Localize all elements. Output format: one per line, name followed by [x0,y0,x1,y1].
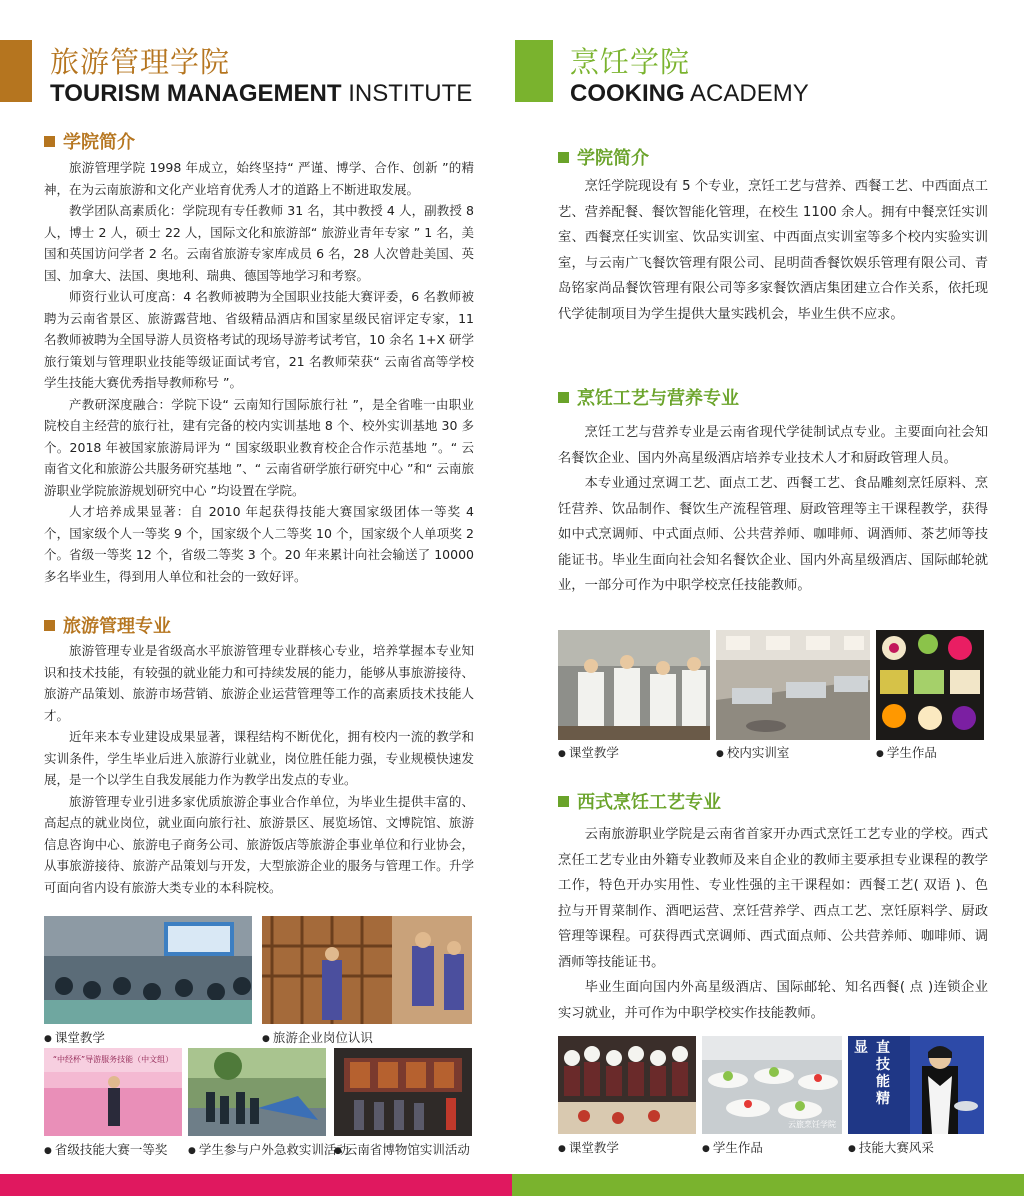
cooking-title-cn: 烹饪学院 [570,45,691,79]
paragraph: 近年来本专业建设成果显著，课程结构不断优化，拥有校内一流的教学和实训条件，学生毕业后进入旅游行业就业，岗位胜任能力强，专业规模快速发展，是一个以学生自我发展能力作为教学出发点的专业。 [44,729,474,787]
western-cooking-title: 西式烹饪工艺专业 [577,792,721,813]
cooking-intro-title: 学院简介 [577,148,649,169]
tourism-intro-title: 学院简介 [63,132,135,153]
square-bullet-icon [44,620,55,631]
paragraph: 烹饪工艺与营养专业是云南省现代学徒制试点专业。主要面向社会知名餐饮企业、国内外高星级酒店培养专业技术人才和厨政管理人员。 [558,425,988,466]
caption-classroom: ● 课堂教学 [44,1028,105,1046]
caption-museum: ● 云南省博物馆实训活动 [334,1140,470,1158]
photo-student-dishes [876,630,984,740]
caption-contest: ● 省级技能大赛一等奖 [44,1140,167,1158]
caption-enterprise: ● 旅游企业岗位认识 [262,1028,373,1046]
paragraph: 师资行业认可度高：4 名教师被聘为全国职业技能大赛评委，6 名教师被聘为云南省景区、旅游露营地、省级精品酒店和国家星级民宿评定专家，11 名教师被聘为全国导游人员资格考试的现场导游考试考官，10 余名 1+X 研学旅行策划与管理职业技能等级证面试考官，21 名教师荣获“ 云南省高等学校学生技能大赛优秀指导教师称号 ”。 [44,289,474,390]
first-aid-photo-graphic [188,1048,326,1136]
photo-first-aid [188,1048,326,1136]
photo-watermark: 云旅烹饪学院 [788,1120,836,1129]
caption-western-dishes: ● 学生作品 [702,1138,763,1156]
caption-training-room: ● 校内实训室 [716,743,789,761]
caption-western-classroom: ● 课堂教学 [558,1138,619,1156]
cooking-nutrition-title: 烹饪工艺与营养专业 [577,388,739,409]
photo-enterprise [262,916,472,1024]
tourism-title-en-bold: TOURISM MANAGEMENT [50,80,342,107]
paragraph: 人才培养成果显著：自 2010 年起获得技能大赛国家级团体一等奖 4 个，国家级个人一等奖 9 个，国家级个人二等奖 10 个，国家级个人单项奖 2 个。省级一等奖 12 个，省级二等奖 3 个。20 年来累计向社会输送了 10000 多名毕业生，得到用人单位和社会的一致好评。 [44,504,474,584]
caption-cooking-classroom: ● 课堂教学 [558,743,619,761]
competition-banner-text-2: 直技能精 [876,1040,890,1107]
training-room-graphic [716,630,870,740]
western-classroom-graphic [558,1036,696,1134]
western-cooking-text [558,822,988,1026]
tourism-header-bar [0,40,32,102]
cooking-nutrition-text [558,420,988,599]
tourism-title-en-thin: INSTITUTE [348,80,473,107]
paragraph: 教学团队高素质化：学院现有专任教师 31 名，其中教授 4 人，副教授 8 人，博士 2 人，硕士 22 人，国际文化和旅游部“ 旅游业青年专家 ” 1 名，美国和英国访问学者 2 名。云南省旅游专家库成员 6 名，28 人次曾赴美国、英国、加拿大、法国、奥地利、瑞典、德国等地学习和考察。 [44,203,474,283]
paragraph: 旅游管理专业引进多家优质旅游企事业合作单位，为毕业生提供丰富的、高起点的就业岗位，就业面向旅行社、旅游景区、展览场馆、文博院馆、旅游信息咨询中心、旅游电子商务公司、旅游饭店等旅游企事业单位和行业协会，从事旅游接待、旅游产品策划与开发，大型旅游企业的服务与管理工作。升学可面向省内设有旅游大类专业的本科院校。 [44,793,474,895]
cooking-nutrition-heading [558,384,739,410]
square-bullet-icon [44,136,55,147]
tourism-title-en [50,80,472,108]
tourism-major-text [44,640,474,898]
cooking-classroom-graphic [558,630,710,740]
photo-competition [848,1036,984,1134]
paragraph: 旅游管理专业是省级高水平旅游管理专业群核心专业，培养掌握本专业知识和技术技能，有较强的就业能力和可持续发展的能力，能够从事旅游接待、旅游产品策划、旅游市场营销、旅游企业运营管理等工作的高素质技术技能人才。 [44,643,474,723]
cooking-intro-heading [558,144,649,170]
student-dishes-graphic [876,630,984,740]
contest-banner-text: “中经杯”导游服务技能（中文组） [52,1055,174,1064]
tourism-major-heading [44,612,171,638]
paragraph: 产教研深度融合：学院下设“ 云南知行国际旅行社 ”，是全省唯一由职业院校自主经营的旅行社，建有完备的校内实训基地 8 个、校外实训基地 30 多个。2018 年被国家旅游局评为 “ 国家级职业教育校企合作示范基地 ”。“ 云南省文化和旅游公共服务研究基地 ”、“ 云南省研学旅行研究中心 ”和“ 云南旅游职业学院旅游规划研究中心 ”均设置在学院。 [44,396,474,498]
western-cooking-heading [558,788,721,814]
photo-museum [334,1048,472,1136]
cooking-title-en-thin: ACADEMY [690,80,809,107]
paragraph: 云南旅游职业学院是云南省首家开办西式烹饪工艺专业的学校。西式烹任工艺专业由外籍专业教师及来自企业的教师主要承担专业课程的教学工作，特色开办实用性、专业性强的主干课程如：西餐工艺( 双语 )、色拉与开胃菜制作、酒吧运营、烹饪营养学、西点工艺、烹饪原料学、厨政管理等课程。可获得西式烹调师、西式面点师、公共营养师、咖啡师、调酒师等技能证书。 [558,827,988,970]
museum-photo-graphic [334,1048,472,1136]
paragraph: 本专业通过烹调工艺、面点工艺、西餐工艺、食品雕刻烹饪原料、烹饪营养、饮品制作、餐饮生产流程管理、厨政管理等主干课程教学，获得如中式烹调师、中式面点师、公共营养师、咖啡师、调酒师、茶艺师等技能证书。毕业生面向社会知名餐饮企业、国内外高星级酒店、国际邮轮就业，一部分可作为中职学校烹任技能教师。 [558,476,988,593]
cooking-title-en [570,80,809,108]
caption-first-aid: ● 学生参与户外急救实训活动 [188,1140,349,1158]
footer-bar-right [512,1174,1024,1196]
tourism-intro-text [44,157,474,587]
footer-bar-left [0,1174,512,1196]
cooking-header-bar [515,40,553,102]
competition-banner-text-1: 显 [854,1040,868,1056]
photo-cooking-classroom [558,630,710,740]
enterprise-photo-graphic [262,916,472,1024]
cooking-intro-text [558,174,988,327]
photo-western-dishes [702,1036,842,1134]
paragraph: 烹饪学院现设有 5 个专业，烹饪工艺与营养、西餐工艺、中西面点工艺、营养配餐、餐饮智能化管理，在校生 1100 余人。拥有中餐烹饪实训室、西餐烹任实训室、饮品实训室、中西面点实训室等多个校内实验实训室，与云南广飞餐饮管理有限公司、昆明茴香餐饮娱乐管理有限公司、青岛铭家尚品餐饮管理有限公司等多家餐饮酒店集团建立合作关系，依托现代学徒制项目为学生提供大量实践机会，毕业生供不应求。 [558,179,988,322]
square-bullet-icon [558,392,569,403]
tourism-intro-heading [44,128,135,154]
classroom-photo-graphic [44,916,252,1024]
photo-contest [44,1048,182,1136]
paragraph: 毕业生面向国内外高星级酒店、国际邮轮、知名西餐( 点 )连锁企业实习就业，并可作为中职学校实作技能教师。 [558,980,988,1021]
caption-competition: ● 技能大赛风采 [848,1138,934,1156]
square-bullet-icon [558,152,569,163]
tourism-major-title: 旅游管理专业 [63,616,171,637]
tourism-title-cn: 旅游管理学院 [50,45,231,79]
caption-student-dishes: ● 学生作品 [876,743,937,761]
paragraph: 旅游管理学院 1998 年成立，始终坚持“ 严谨、博学、合作、创新 ”的精神，在为云南旅游和文化产业培育优秀人才的道路上不断进取发展。 [44,160,474,197]
cooking-title-en-bold: COOKING [570,80,685,107]
photo-training-room [716,630,870,740]
photo-classroom [44,916,252,1024]
photo-western-classroom [558,1036,696,1134]
square-bullet-icon [558,796,569,807]
